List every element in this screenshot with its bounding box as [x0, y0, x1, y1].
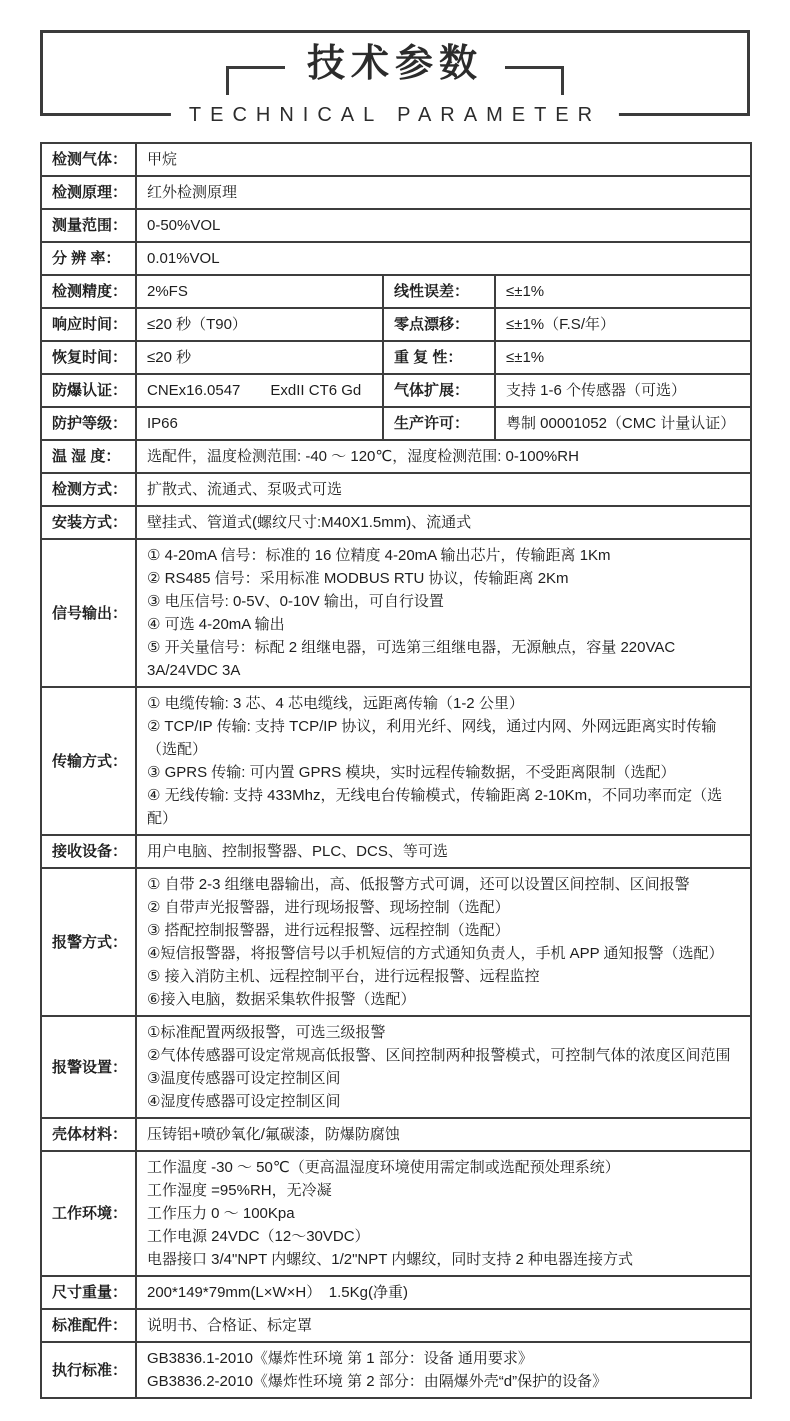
spec-line: GB3836.1-2010《爆炸性环境 第 1 部分：设备 通用要求》: [147, 1350, 533, 1367]
table-row: [41, 374, 751, 407]
row-value: ≤20 秒（T90）: [136, 308, 383, 341]
page-subtitle: TECHNICAL PARAMETER: [171, 104, 619, 127]
table-row: [41, 1342, 751, 1398]
spec-line: ⑤ 开关量信号：标配 2 组继电器，可选第三组继电器，无源触点，容量 220VAC 3A/24VDC 3A: [147, 639, 676, 679]
table-row: [41, 539, 751, 687]
table-row: [41, 835, 751, 868]
row-label-2: 重 复 性：: [383, 341, 495, 374]
row-value: 压铸铝+喷砂氧化/氟碳漆，防爆防腐蚀: [136, 1118, 751, 1151]
row-value: 200*149*79mm(L×W×H） 1.5Kg(净重): [136, 1276, 751, 1309]
spec-line: 工作电源 24VDC（12～30VDC）: [147, 1228, 370, 1245]
spec-line: ⑥接入电脑，数据采集软件报警（选配）: [147, 991, 416, 1008]
row-value: [136, 1016, 751, 1118]
row-label: 测量范围：: [41, 209, 136, 242]
row-label: 分 辨 率：: [41, 242, 136, 275]
row-label: 防护等级：: [41, 407, 136, 440]
spec-line: 工作温度 -30 ～ 50℃（更高温湿度环境使用需定制或选配预处理系统）: [147, 1159, 620, 1176]
row-value: [136, 687, 751, 835]
row-label: 检测方式：: [41, 473, 136, 506]
spec-line: ④湿度传感器可设定控制区间: [147, 1093, 341, 1110]
table-row: [41, 687, 751, 835]
table-row: [41, 1016, 751, 1118]
spec-line: ② TCP/IP 传输: 支持 TCP/IP 协议，利用光纤、网线，通过内网、外网远距离实时传输（选配）: [147, 718, 717, 758]
spec-line: ⑤ 接入消防主机、远程控制平台，进行远程报警、远程监控: [147, 968, 540, 985]
row-value: 0.01%VOL: [136, 242, 751, 275]
row-value: [136, 1151, 751, 1276]
row-value: 壁挂式、管道式(螺纹尺寸:M40X1.5mm)、流通式: [136, 506, 751, 539]
row-label: 报警方式：: [41, 868, 136, 1016]
row-label: 检测气体：: [41, 143, 136, 176]
spec-line: ① 电缆传输: 3 芯、4 芯电缆线，远距离传输（1-2 公里）: [147, 695, 524, 712]
table-row: [41, 473, 751, 506]
spec-line: ③ GPRS 传输: 可内置 GPRS 模块，实时远程传输数据，不受距离限制（选配）: [147, 764, 676, 781]
row-label: 信号输出：: [41, 539, 136, 687]
spec-line: ②气体传感器可设定常规高低报警、区间控制两种报警模式，可控制气体的浓度区间范围: [147, 1047, 731, 1064]
table-row: [41, 506, 751, 539]
table-row: [41, 407, 751, 440]
table-row: [41, 143, 751, 176]
row-label: 尺寸重量：: [41, 1276, 136, 1309]
spec-line: ④短信报警器，将报警信号以手机短信的方式通知负责人，手机 APP 通知报警（选配）: [147, 945, 724, 962]
spec-line: ① 4-20mA 信号：标准的 16 位精度 4-20mA 输出芯片，传输距离 1Km: [147, 547, 611, 564]
row-label: 安装方式：: [41, 506, 136, 539]
table-row: [41, 242, 751, 275]
row-label: 恢复时间：: [41, 341, 136, 374]
title-bracket-right-icon: [505, 66, 564, 95]
title-bracket-left-icon: [226, 66, 285, 95]
spec-line: ①标准配置两级报警，可选三级报警: [147, 1024, 386, 1041]
row-value: 扩散式、流通式、泵吸式可选: [136, 473, 751, 506]
title-row: [43, 33, 747, 95]
table-row: [41, 1151, 751, 1276]
spec-line: ② 自带声光报警器，进行现场报警、现场控制（选配）: [147, 899, 510, 916]
spec-line: GB3836.2-2010《爆炸性环境 第 2 部分：由隔爆外壳“d”保护的设备》: [147, 1373, 608, 1390]
row-value-2: 支持 1-6 个传感器（可选）: [495, 374, 751, 407]
row-value: [136, 539, 751, 687]
row-label: 报警设置：: [41, 1016, 136, 1118]
spec-line: ④ 可选 4-20mA 输出: [147, 616, 285, 633]
row-value: IP66: [136, 407, 383, 440]
spec-line: ③ 电压信号: 0-5V、0-10V 输出，可自行设置: [147, 593, 444, 610]
row-value: CNEx16.0547 ExdII CT6 Gd: [136, 374, 383, 407]
row-value: 2%FS: [136, 275, 383, 308]
spec-line: 工作压力 0 ～ 100Kpa: [147, 1205, 295, 1222]
row-label: 检测原理：: [41, 176, 136, 209]
table-row: [41, 176, 751, 209]
row-label-2: 零点漂移：: [383, 308, 495, 341]
header-box: [40, 30, 750, 126]
row-label: 温 湿 度：: [41, 440, 136, 473]
row-value: 红外检测原理: [136, 176, 751, 209]
row-label: 工作环境：: [41, 1151, 136, 1276]
row-value: [136, 1342, 751, 1398]
row-value: 用户电脑、控制报警器、PLC、DCS、等可选: [136, 835, 751, 868]
row-label: 壳体材料：: [41, 1118, 136, 1151]
table-row: [41, 868, 751, 1016]
row-label: 检测精度：: [41, 275, 136, 308]
spec-line: 工作湿度 =95%RH，无冷凝: [147, 1182, 332, 1199]
row-label: 执行标准：: [41, 1342, 136, 1398]
row-value: 0-50%VOL: [136, 209, 751, 242]
row-label: 响应时间：: [41, 308, 136, 341]
row-value-2: ≤±1%: [495, 341, 751, 374]
spec-table: [40, 142, 752, 1399]
row-value: 甲烷: [136, 143, 751, 176]
row-label-2: 线性误差：: [383, 275, 495, 308]
row-value: [136, 868, 751, 1016]
table-row: [41, 275, 751, 308]
table-row: [41, 1118, 751, 1151]
row-value-2: 粤制 00001052（CMC 计量认证）: [495, 407, 751, 440]
table-row: [41, 341, 751, 374]
spec-line: ② RS485 信号：采用标准 MODBUS RTU 协议，传输距离 2Km: [147, 570, 569, 587]
spec-line: ④ 无线传输: 支持 433Mhz，无线电台传输模式，传输距离 2-10Km，不同功率而定（选配）: [147, 787, 723, 827]
row-value: 说明书、合格证、标定罩: [136, 1309, 751, 1342]
spec-line: ① 自带 2-3 组继电器输出，高、低报警方式可调，还可以设置区间控制、区间报警: [147, 876, 690, 893]
row-value: 选配件，温度检测范围: -40 ～ 120℃，湿度检测范围: 0-100%RH: [136, 440, 751, 473]
row-label: 标准配件：: [41, 1309, 136, 1342]
row-label: 防爆认证：: [41, 374, 136, 407]
row-label: 接收设备：: [41, 835, 136, 868]
table-row: [41, 440, 751, 473]
table-row: [41, 308, 751, 341]
table-row: [41, 1276, 751, 1309]
row-label-2: 气体扩展：: [383, 374, 495, 407]
table-row: [41, 1309, 751, 1342]
row-value-2: ≤±1%: [495, 275, 751, 308]
row-value: ≤20 秒: [136, 341, 383, 374]
spec-table-body: [41, 143, 751, 1398]
spec-line: ③ 搭配控制报警器，进行远程报警、远程控制（选配）: [147, 922, 510, 939]
table-row: [41, 209, 751, 242]
row-value-2: ≤±1%（F.S/年）: [495, 308, 751, 341]
page-title: 技术参数: [306, 43, 483, 85]
spec-line: ③温度传感器可设定控制区间: [147, 1070, 341, 1087]
spec-line: 电器接口 3/4"NPT 内螺纹、1/2"NPT 内螺纹，同时支持 2 种电器连接方式: [147, 1251, 633, 1268]
row-label-2: 生产许可：: [383, 407, 495, 440]
row-label: 传输方式：: [41, 687, 136, 835]
